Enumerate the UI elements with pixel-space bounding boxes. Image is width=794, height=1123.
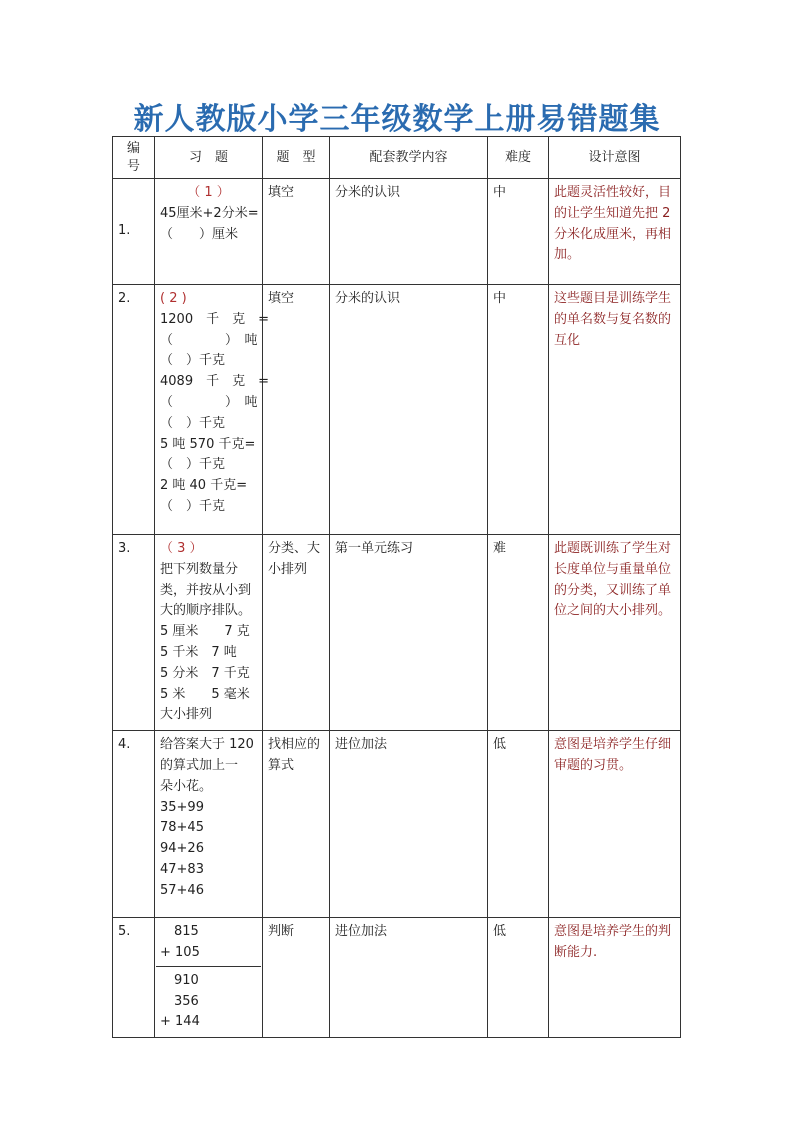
exercise-line: 5 吨 570 千克=: [160, 436, 256, 452]
content-cell: 进位加法: [330, 731, 488, 918]
content-cell: 分米的认识: [330, 285, 488, 535]
type-cell: 找相应的算式: [263, 731, 330, 918]
table-row: [113, 285, 681, 535]
difficulty-cell: 中: [488, 285, 549, 535]
header-content: 配套教学内容: [330, 137, 488, 179]
exercise-line: 4089 千 克 =: [160, 374, 269, 390]
exercise-cell: [155, 535, 263, 731]
table-row: [113, 918, 681, 1038]
calc-divider: [156, 966, 261, 967]
exercise-line: 5 厘米 7 克: [160, 624, 250, 640]
difficulty-cell: 中: [488, 179, 549, 285]
exercise-line: 朵小花。: [160, 778, 213, 794]
design-cell: 此题灵活性较好，目的让学生知道先把 2 分米化成厘米，再相加。: [549, 179, 681, 285]
exercise-line: 大的顺序排队。: [160, 603, 252, 619]
exercise-cell: [155, 285, 269, 535]
design-cell: 此题既训练了学生对长度单位与重量单位的分类，又训练了单位之间的大小排列。: [549, 535, 681, 731]
exercise-line: 1200 千 克 =: [160, 311, 269, 327]
design-cell: 这些题目是训练学生的单名数与复名数的互化: [549, 285, 681, 535]
exercise-line: 类，并按从小到: [160, 582, 252, 598]
type-cell: 判断: [263, 918, 330, 1038]
table-header-row: [113, 137, 681, 179]
exercise-line: （ ）千克: [160, 457, 226, 473]
exercise-line: 94+26: [160, 841, 204, 857]
exercise-line: 5 米 5 毫米: [160, 686, 250, 702]
exercise-cell: [155, 179, 263, 285]
exercise-line: 把下列数量分: [160, 561, 239, 577]
table-row: [113, 535, 681, 731]
content-cell: 分米的认识: [330, 179, 488, 285]
exercise-line: （ ）千克: [160, 415, 226, 431]
difficulty-cell: 难: [488, 535, 549, 731]
row-number: 5.: [113, 918, 155, 1038]
exercise-line: 47+83: [160, 861, 204, 877]
exercise-line: 45厘米+2分米=: [160, 205, 259, 221]
difficulty-cell: 低: [488, 731, 549, 918]
header-num: 编号: [113, 137, 155, 179]
exercise-label: （ 3 ）: [160, 541, 203, 556]
type-cell: 填空: [263, 179, 330, 285]
exercise-line: 大小排列: [160, 707, 213, 723]
content-cell: 第一单元练习: [330, 535, 488, 731]
header-exercise: 习 题: [155, 137, 263, 179]
exercise-line: 给答案大于 120: [160, 737, 254, 753]
exercise-line: （ ） 吨: [160, 394, 258, 410]
exercise-table: [112, 136, 681, 1038]
row-number: 1.: [113, 179, 155, 285]
table-row: [113, 179, 681, 285]
exercise-line: 35+99: [160, 799, 204, 815]
calc-line: + 144: [160, 1014, 200, 1030]
exercise-line: （ ）厘米: [160, 226, 239, 242]
exercise-line: 57+46: [160, 882, 204, 898]
exercise-line: 5 千米 7 吨: [160, 644, 237, 660]
content-cell: 进位加法: [330, 918, 488, 1038]
exercise-label: （ 1 ）: [187, 185, 230, 200]
exercise-line: 2 吨 40 千克=: [160, 478, 248, 494]
header-design: 设计意图: [549, 137, 681, 179]
page-title: 新人教版小学三年级数学上册易错题集: [133, 102, 661, 137]
exercise-cell: [155, 731, 263, 918]
exercise-line: （ ）千克: [160, 353, 226, 369]
row-number: 3.: [113, 535, 155, 731]
calc-line: 815: [174, 924, 199, 940]
exercise-label: ( 2 ): [160, 291, 187, 306]
calc-line: 910: [174, 972, 199, 988]
calc-line: + 105: [160, 944, 200, 960]
difficulty-cell: 低: [488, 918, 549, 1038]
exercise-line: （ ） 吨: [160, 332, 258, 348]
calc-line: 356: [174, 993, 199, 1009]
type-cell: 填空: [263, 285, 330, 535]
type-cell: 分类、大小排列: [263, 535, 330, 731]
design-cell: 意图是培养学生的判断能力.: [549, 918, 681, 1038]
table-row: [113, 731, 681, 918]
exercise-line: （ ）千克: [160, 498, 226, 514]
row-number: 2.: [113, 285, 155, 535]
exercise-line: 78+45: [160, 820, 204, 836]
exercise-line: 的算式加上一: [160, 757, 239, 773]
design-cell: 意图是培养学生仔细审题的习贯。: [549, 731, 681, 918]
row-number: 4.: [113, 731, 155, 918]
exercise-cell: [155, 918, 263, 1038]
header-type: 题 型: [263, 137, 330, 179]
exercise-line: 5 分米 7 千克: [160, 665, 250, 681]
header-difficulty: 难度: [488, 137, 549, 179]
